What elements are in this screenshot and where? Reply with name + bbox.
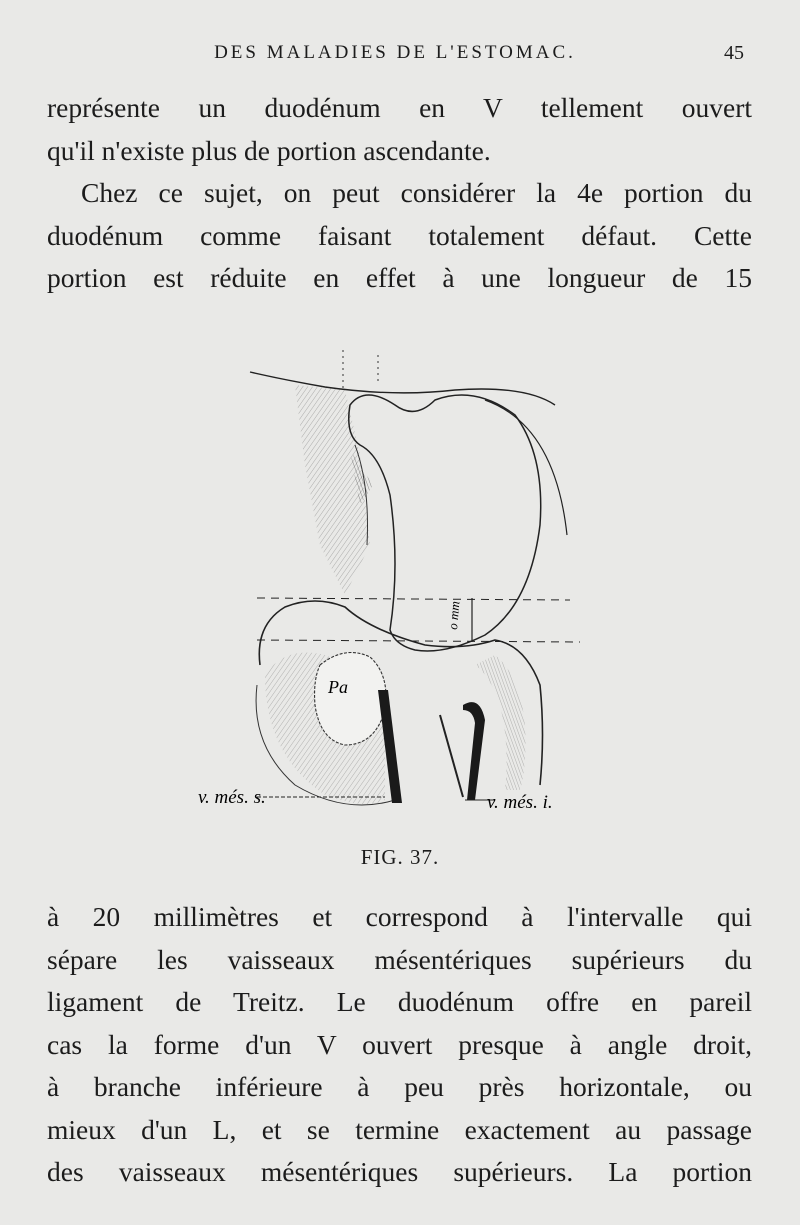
text-line: des vaisseaux mésentériques supérieurs. La portion xyxy=(47,1156,752,1187)
text-line: portion est réduite en effet à une longueur de 15 xyxy=(47,262,752,293)
text-line: mieux d'un L, et se termine exactement au passage xyxy=(47,1113,752,1145)
text-line: sépare les vaisseaux mésentériques supérieurs du xyxy=(47,943,752,975)
inferior-mesenteric-vessel xyxy=(463,702,485,800)
text-line: à 20 millimètres et correspond à l'intervalle qui xyxy=(47,901,752,932)
text-line: duodénum comme faisant totalement défaut. Cette xyxy=(47,219,752,251)
anatomical-figure xyxy=(195,345,595,825)
top-paragraph xyxy=(47,87,752,300)
stomach-outer-curve xyxy=(485,400,567,535)
running-title: DES MALADIES DE L'ESTOMAC. xyxy=(214,42,576,63)
text-line: ligament de Treitz. Le duodénum offre en pareil xyxy=(47,986,752,1017)
pancreas-label: Pa xyxy=(328,677,348,697)
text-line: cas la forme d'un V ouvert presque à angle droit, xyxy=(47,1028,752,1060)
figure-caption: FIG. 37. xyxy=(360,845,440,869)
v-mes-s-label: v. més. s. xyxy=(198,787,266,808)
text-line: Chez ce sujet, on peut considérer la 4e portion du xyxy=(81,177,752,208)
page-number: 45 xyxy=(724,42,744,64)
bottom-paragraph xyxy=(47,896,752,1194)
text-line: représente un duodénum en V tellement ouvert xyxy=(47,92,752,123)
dashed-line-upper xyxy=(257,598,570,600)
measure-label: o mm xyxy=(445,600,463,631)
v-mes-i-label: v. més. i. xyxy=(487,792,553,813)
stomach-outline xyxy=(349,395,541,651)
dashed-line-lower xyxy=(257,640,580,642)
text-line: à branche inférieure à peu près horizontale, ou xyxy=(47,1071,752,1102)
vessel-branch xyxy=(440,715,463,797)
text-line: qu'il n'existe plus de portion ascendante. xyxy=(47,134,491,166)
